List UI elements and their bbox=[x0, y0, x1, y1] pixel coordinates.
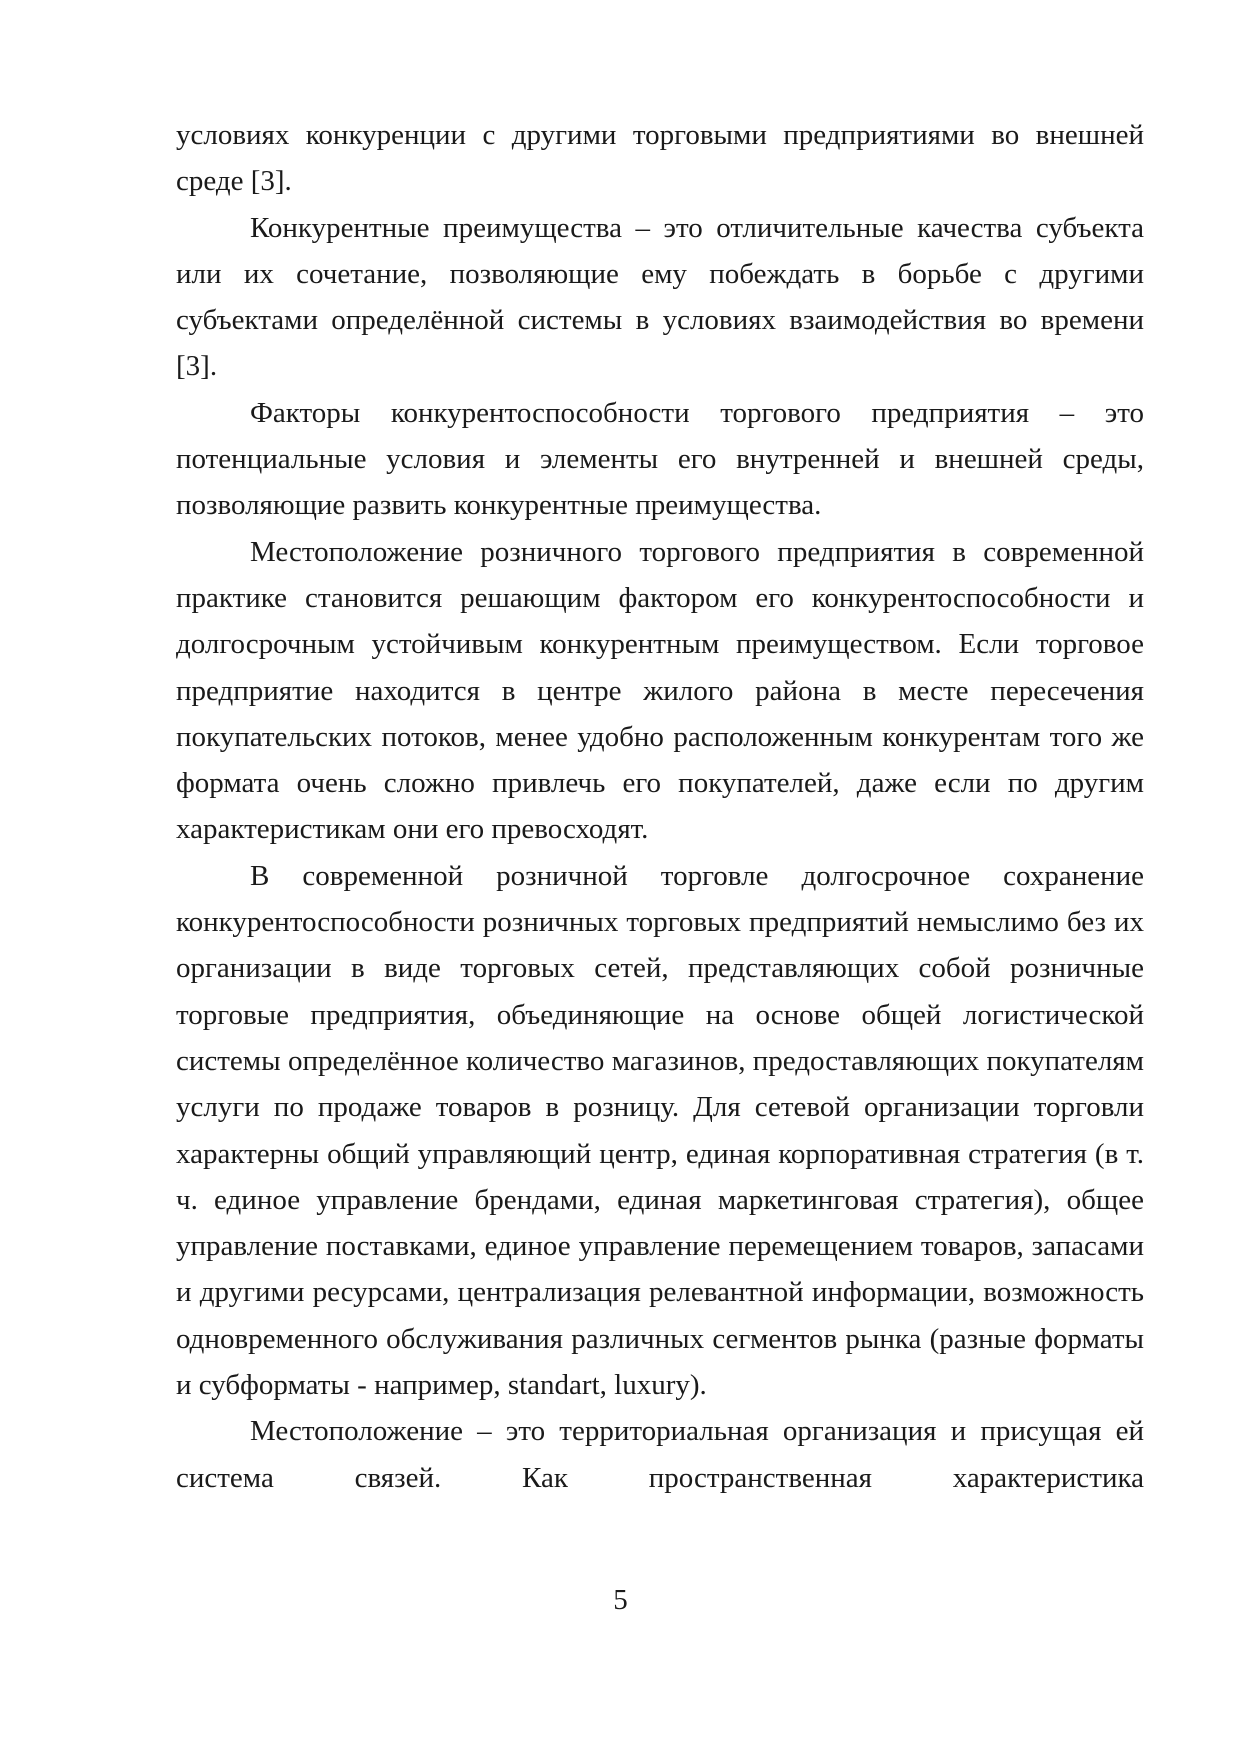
paragraph-location-definition: Местоположение – это территориальная организация и присущая ей система связей. Как пространственная характеристика bbox=[176, 1415, 1144, 1494]
paragraph-continuation: условиях конкуренции с другими торговыми предприятиями во внешней среде [3]. bbox=[176, 119, 1144, 198]
page-number: 5 bbox=[613, 1584, 628, 1616]
paragraph-competitiveness-factors: Факторы конкурентоспособности торгового предприятия – это потенциальные условия и элементы его внутренней и внешней среды, позволяющие развить конкурентные преимущества. bbox=[176, 396, 1144, 522]
paragraph-retail-chains: В современной розничной торговле долгосрочное сохранение конкурентоспособности розничных торговых предприятий немыслимо без их организации в виде торговых сетей, представляющих собой розничные торговые предприятия, объединяющие на основе общей логистической системы определённое количество магазинов, предоставляющих покупателям услуги по продаже товаров в розницу. Для сетевой организации торговли характерны общий управляющий центр, единая корпоративная стратегия (в т. ч. единое управление брендами, единая маркетинговая стратегия), общее управление поставками, единое управление перемещением товаров, запасами и другими ресурсами, централизация релевантной информации, возможность одновременного обслуживания различных сегментов рынка (разные форматы и субформаты - например, standart, luxury). bbox=[176, 859, 1144, 1402]
paragraph-competitive-advantages: Конкурентные преимущества – это отличительные качества субъекта или их сочетание, позволяющие ему побеждать в борьбе с другими субъектами определённой системы в условиях взаимодействия во времени [3]. bbox=[176, 211, 1144, 383]
paragraph-location-factor: Местоположение розничного торгового предприятия в современной практике становится решающим фактором его конкурентоспособности и долгосрочным устойчивым конкурентным преимуществом. Если торговое предприятие находится в центре жилого района в месте пересечения покупательских потоков, менее удобно расположенным конкурентам того же формата очень сложно привлечь его покупателей, даже если по другим характеристикам они его превосходят. bbox=[176, 535, 1144, 846]
body-text bbox=[176, 112, 1144, 1501]
